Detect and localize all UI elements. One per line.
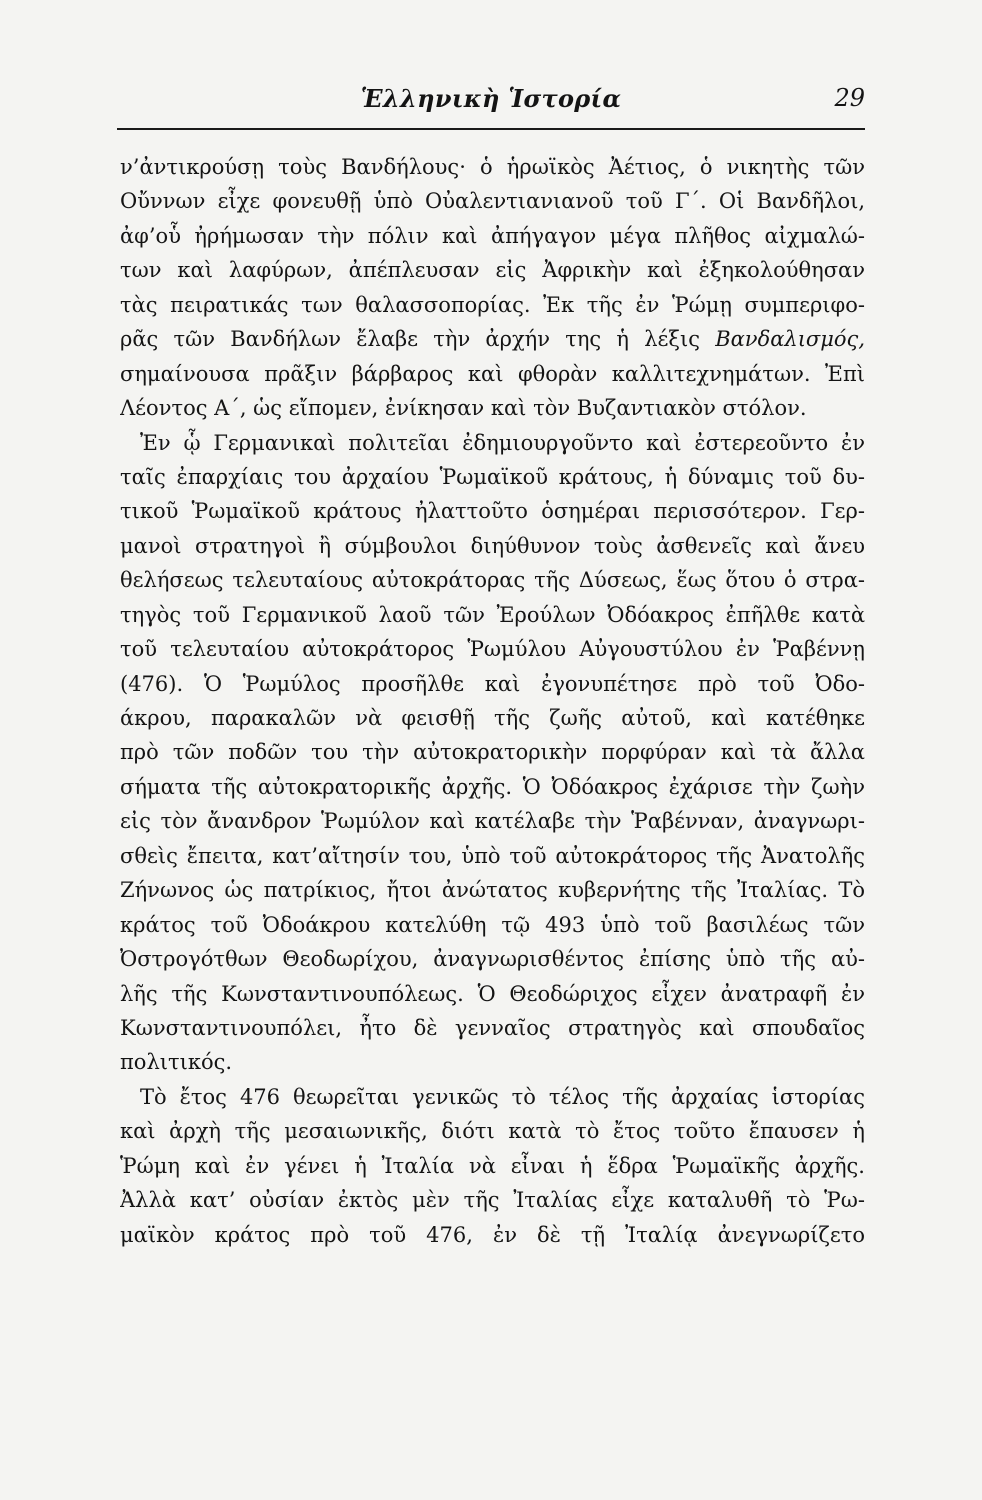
page-number: 29: [834, 84, 865, 112]
italic-term: Βανδαλισμός,: [715, 327, 865, 352]
text-line: των καὶ λαφύρων, ἀπέπλευσαν εἰς Ἀφρικὴν καὶ ἐξηκολούθησαν: [120, 258, 865, 283]
text-line: Ζήνωνος ὡς πατρίκιος, ἤτοι ἀνώτατος κυβερνήτης τῆς Ἰταλίας. Τὸ: [120, 878, 865, 903]
text-line: Οὔννων εἶχε φονευθῇ ὑπὸ Οὐαλεντιανιανοῦ τοῦ Γ΄. Οἱ Βανδῆλοι,: [120, 189, 865, 214]
text-line: μαϊκὸν κράτος πρὸ τοῦ 476, ἐν δὲ τῇ Ἰταλίᾳ ἀνεγνωρίζετο: [120, 1222, 865, 1247]
text-line: λῆς τῆς Κωνσταντινουπόλεως. Ὁ Θεοδώριχος εἶχεν ἀνατραφῆ ἐν: [120, 981, 865, 1006]
text-line: ν’ἀντικρούσῃ τοὺς Βανδήλους· ὁ ἡρωϊκὸς Ἀέτιος, ὁ νικητὴς τῶν: [120, 155, 865, 179]
text-line: Ὀστρογότθων Θεοδωρίχου, ἀναγνωρισθέντος ἐπίσης ὑπὸ τῆς αὐ-: [120, 947, 865, 972]
text-line: Τὸ ἔτος 476 θεωρεῖται γενικῶς τὸ τέλος τῆς ἀρχαίας ἱστορίας: [140, 1084, 865, 1109]
page-header: [117, 84, 865, 130]
text-line: τικοῦ Ῥωμαϊκοῦ κράτους ἠλαττοῦτο ὁσημέραι περισσότερον. Γερ-: [120, 499, 865, 524]
text-line: Ἀλλὰ κατ’ οὐσίαν ἐκτὸς μὲν τῆς Ἰταλίας εἶχε καταλυθῆ τὸ Ῥω-: [120, 1188, 865, 1213]
text-line: πρὸ τῶν ποδῶν του τὴν αὐτοκρατορικὴν πορφύραν καὶ τὰ ἄλλα: [120, 740, 865, 765]
text-line: ταῖς ἐπαρχίαις του ἀρχαίου Ῥωμαϊκοῦ κράτους, ἡ δύναμις τοῦ δυ-: [120, 464, 865, 489]
text-line: [120, 322, 865, 356]
text-line: σθεὶς ἔπειτα, κατ’αἴτησίν του, ὑπὸ τοῦ αὐτοκράτορος τῆς Ἀνατολῆς: [120, 843, 865, 868]
text-line: άκρου, παρακαλῶν νὰ φεισθῇ τῆς ζωῆς αὐτοῦ, καὶ κατέθηκε: [120, 706, 865, 730]
text-line: εἰς τὸν ἄνανδρον Ῥωμύλον καὶ κατέλαβε τὴν Ῥαβένναν, ἀναγνωρι-: [120, 809, 865, 834]
running-title: Ἑλληνικὴ Ἱστορία: [360, 84, 622, 113]
text-line: πολιτικός.: [120, 1050, 233, 1075]
text-line: σημαίνουσα πρᾶξιν βάρβαρος καὶ φθορὰν καλλιτεχνημάτων. Ἐπὶ: [120, 361, 865, 386]
text-line: σήματα τῆς αὐτοκρατορικῆς ἀρχῆς. Ὁ Ὀδόακρος ἐχάρισε τὴν ζωὴν: [120, 774, 865, 799]
text-line: Ῥώμη καὶ ἐν γένει ἡ Ἰταλία νὰ εἶναι ἡ ἕδρα Ῥωμαϊκῆς ἀρχῆς.: [120, 1153, 865, 1178]
text-line: τὰς πειρατικάς των θαλασσοπορίας. Ἐκ τῆς ἐν Ῥώμῃ συμπεριφο-: [120, 292, 865, 317]
text-line: μανοὶ στρατηγοὶ ἢ σύμβουλοι διηύθυνον τοὺς ἀσθενεῖς καὶ ἄνευ: [120, 533, 865, 558]
text-line: Κωνσταντινουπόλει, ἦτο δὲ γενναῖος στρατηγὸς καὶ σπουδαῖος: [120, 1015, 865, 1040]
body-text: [120, 150, 865, 1252]
text-line: τοῦ τελευταίου αὐτοκράτορος Ῥωμύλου Αὐγουστύλου ἐν Ῥαβέννῃ: [120, 637, 865, 662]
text-line: (476). Ὁ Ῥωμύλος προσῆλθε καὶ ἐγονυπέτησε πρὸ τοῦ Ὀδο-: [120, 671, 865, 696]
text-line: κράτος τοῦ Ὀδοάκρου κατελύθη τῷ 493 ὑπὸ τοῦ βασιλέως τῶν: [120, 912, 865, 937]
text-line: Ἐν ᾧ Γερμανικαὶ πολιτεῖαι ἐδημιουργοῦντο καὶ ἐστερεοῦντο ἐν: [140, 430, 865, 455]
text-line: ἀφ’οὗ ἠρήμωσαν τὴν πόλιν καὶ ἀπήγαγον μέγα πλῆθος αἰχμαλώ-: [120, 223, 865, 248]
text-span: ρᾶς τῶν Βανδήλων ἔλαβε τὴν ἀρχήν της ἡ λέξις: [120, 327, 700, 352]
text-line: καὶ ἀρχὴ τῆς μεσαιωνικῆς, διότι κατὰ τὸ ἔτος τοῦτο ἔπαυσεν ἡ: [120, 1119, 865, 1144]
text-line: Λέοντος Α΄, ὡς εἴπομεν, ἐνίκησαν καὶ τὸν Βυζαντιακὸν στόλον.: [120, 396, 807, 421]
text-line: τηγὸς τοῦ Γερμανικοῦ λαοῦ τῶν Ἐρούλων Ὀδόακρος ἐπῆλθε κατὰ: [120, 602, 865, 627]
text-line: θελήσεως τελευταίους αὐτοκράτορας τῆς Δύσεως, ἕως ὅτου ὁ στρα-: [120, 568, 865, 593]
